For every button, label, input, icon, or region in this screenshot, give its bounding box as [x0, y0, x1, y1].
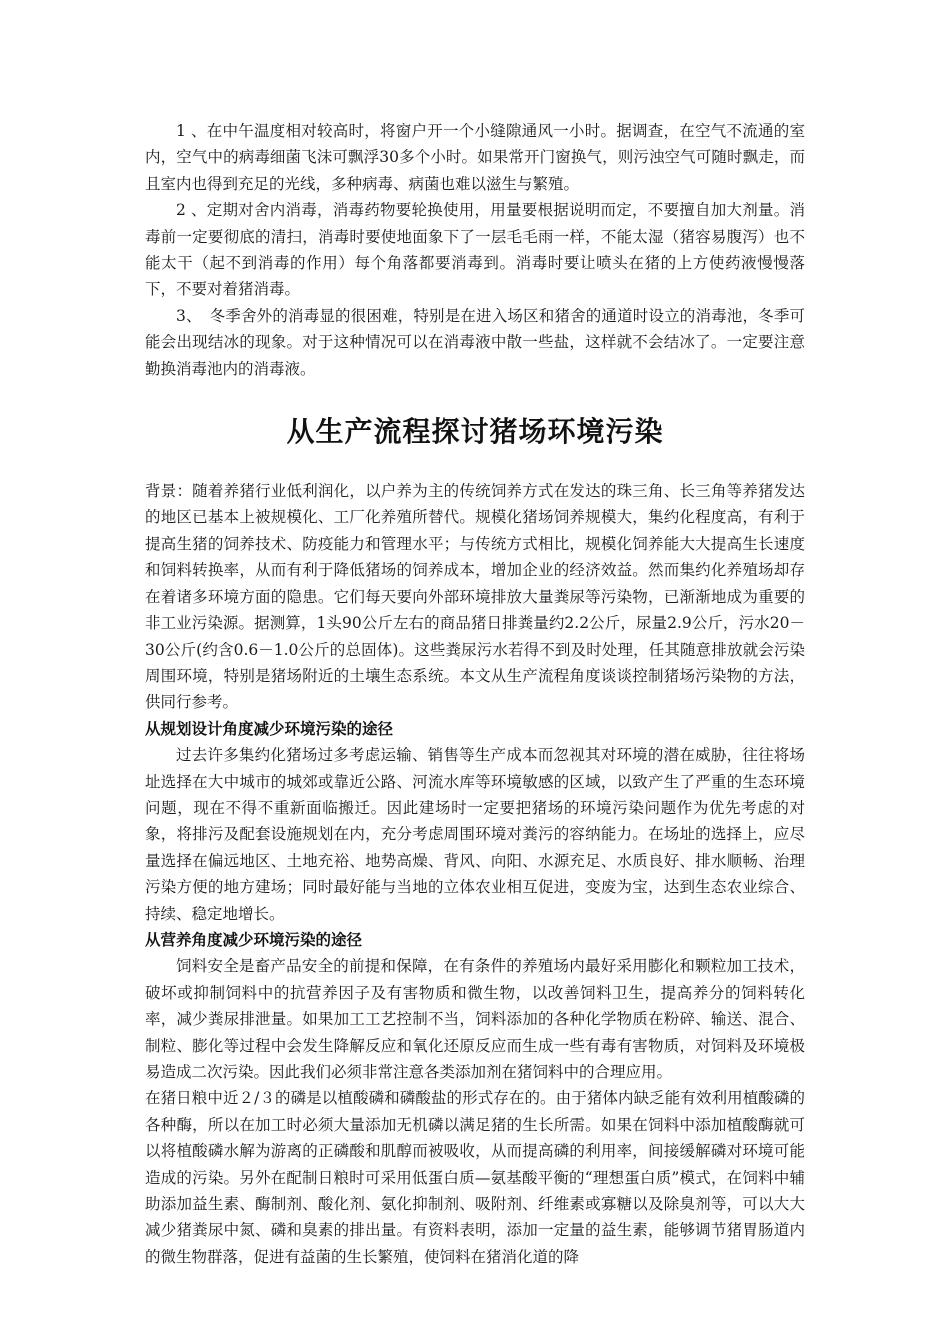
background-paragraph: 背景：随着养猪行业低利润化，以户养为主的传统饲养方式在发达的珠三角、长三角等养猪发达的地区已基本上被规模化、工厂化养殖所替代。规模化猪场饲养规模大，集约化程度高，有利于提高生猪的饲养技术、防疫能力和管理水平；与传统方式相比，规模化饲养能大大提高生长速度和饲料转换率，从而有利于降低猪场的饲养成本，增加企业的经济效益。然而集约化养殖场却存在着诸多环境方面的隐患。它们每天要向外部环境排放大量粪尿等污染物，已渐渐地成为重要的非工业污染源。据测算，1头90公斤左右的商品猪日排粪量约2.2公斤，尿量2.9公斤，污水20－30公斤(约含0.6－1.0公斤的总固体)。这些粪尿污水若得不到及时处理，任其随意排放就会污染周围环境，特别是猪场附近的土壤生态系统。本文从生产流程角度谈谈控制猪场污染物的方法，供同行参考。	[145, 482, 805, 712]
article-title: 从生产流程探讨猪场环境污染	[286, 415, 664, 449]
section-heading-nutrition: 从营养角度减少环境污染的途径	[145, 930, 363, 949]
paragraph-ventilation: 1 、在中午温度相对较高时，将窗户开一个小缝隙通风一小时。据调查，在空气不流通的室内，空气中的病毒细菌飞沫可飘浮30多个小时。如果常开门窗换气，则污浊空气可随时飘走，而且室内也得到充足的光线，多种病毒、病菌也难以滋生与繁殖。	[145, 122, 805, 193]
paragraph-planning: 过去许多集约化猪场过多考虑运输、销售等生产成本而忽视其对环境的潜在威胁，往往将场址选择在大中城市的城郊或靠近公路、河流水库等环境敏感的区域，以致产生了严重的生态环境问题，现在不得不重新面临搬迁。因此建场时一定要把猪场的环境污染问题作为优先考虑的对象，将排污及配套设施规划在内，充分考虑周围环境对粪污的容纳能力。在场址的选择上，应尽量选择在偏远地区、土地充裕、地势高燥、背风、向阳、水源充足、水质良好、排水顺畅、治理污染方便的地方建场；同时最好能与当地的立体农业相互促进，变废为宝，达到生态农业综合、持续、稳定地增长。	[145, 746, 805, 923]
paragraph-disinfection: 2 、定期对舍内消毒，消毒药物要轮换使用，用量要根据说明而定，不要擅自加大剂量。消毒前一定要彻底的清扫，消毒时要使地面象下了一层毛毛雨一样，不能太湿（猪容易腹泻）也不能太干（起不到消毒的作用）每个角落都要消毒到。消毒时要让喷头在猪的上方使药液慢慢落下，不要对着猪消毒。	[145, 201, 805, 299]
section-heading-planning: 从规划设计角度减少环境污染的途径	[145, 719, 394, 738]
document-page	[145, 118, 805, 1270]
paragraph-winter-disinfection: 3、 冬季舍外的消毒显的很困难，特别是在进入场区和猪舍的通道时设立的消毒池，冬季可能会出现结冰的现象。对于这种情况可以在消毒液中散一些盐，这样就不会结冰了。一定要注意勤换消毒池内的消毒液。	[145, 306, 805, 378]
paragraph-feed-safety: 饲料安全是畜产品安全的前提和保障，在有条件的养殖场内最好采用膨化和颗粒加工技术，破坏或抑制饲料中的抗营养因子及有害物质和微生物，以改善饲料卫生，提高养分的饲料转化率，减少粪尿排泄量。如果加工工艺控制不当，饲料添加的各种化学物质在粉碎、输送、混合、制粒、膨化等过程中会发生降解反应和氧化还原反应而生成一些有毒有害物质，对饲料及环境极易造成二次污染。因此我们必须非常注意各类添加剂在猪饲料中的合理应用。	[145, 957, 805, 1081]
paragraph-phosphorus: 在猪日粮中近２/３的磷是以植酸磷和磷酸盐的形式存在的。由于猪体内缺乏能有效利用植酸磷的各种酶，所以在加工时必须大量添加无机磷以满足猪的生长所需。如果在饲料中添加植酸酶就可以将植酸磷水解为游离的正磷酸和肌醇而被吸收，从而提高磷的利用率，间接缓解磷对环境可能造成的污染。另外在配制日粮时可采用低蛋白质—氨基酸平衡的“理想蛋白质”模式，在饲料中辅助添加益生素、酶制剂、酸化剂、氨化抑制剂、吸附剂、纤维素或寡糖以及除臭剂等，可以大大减少猪粪尿中氮、磷和臭素的排出量。有资料表明，添加一定量的益生素，能够调节猪胃肠道内的微生物群落，促进有益菌的生长繁殖，使饲料在猪消化道的降	[145, 1089, 805, 1266]
